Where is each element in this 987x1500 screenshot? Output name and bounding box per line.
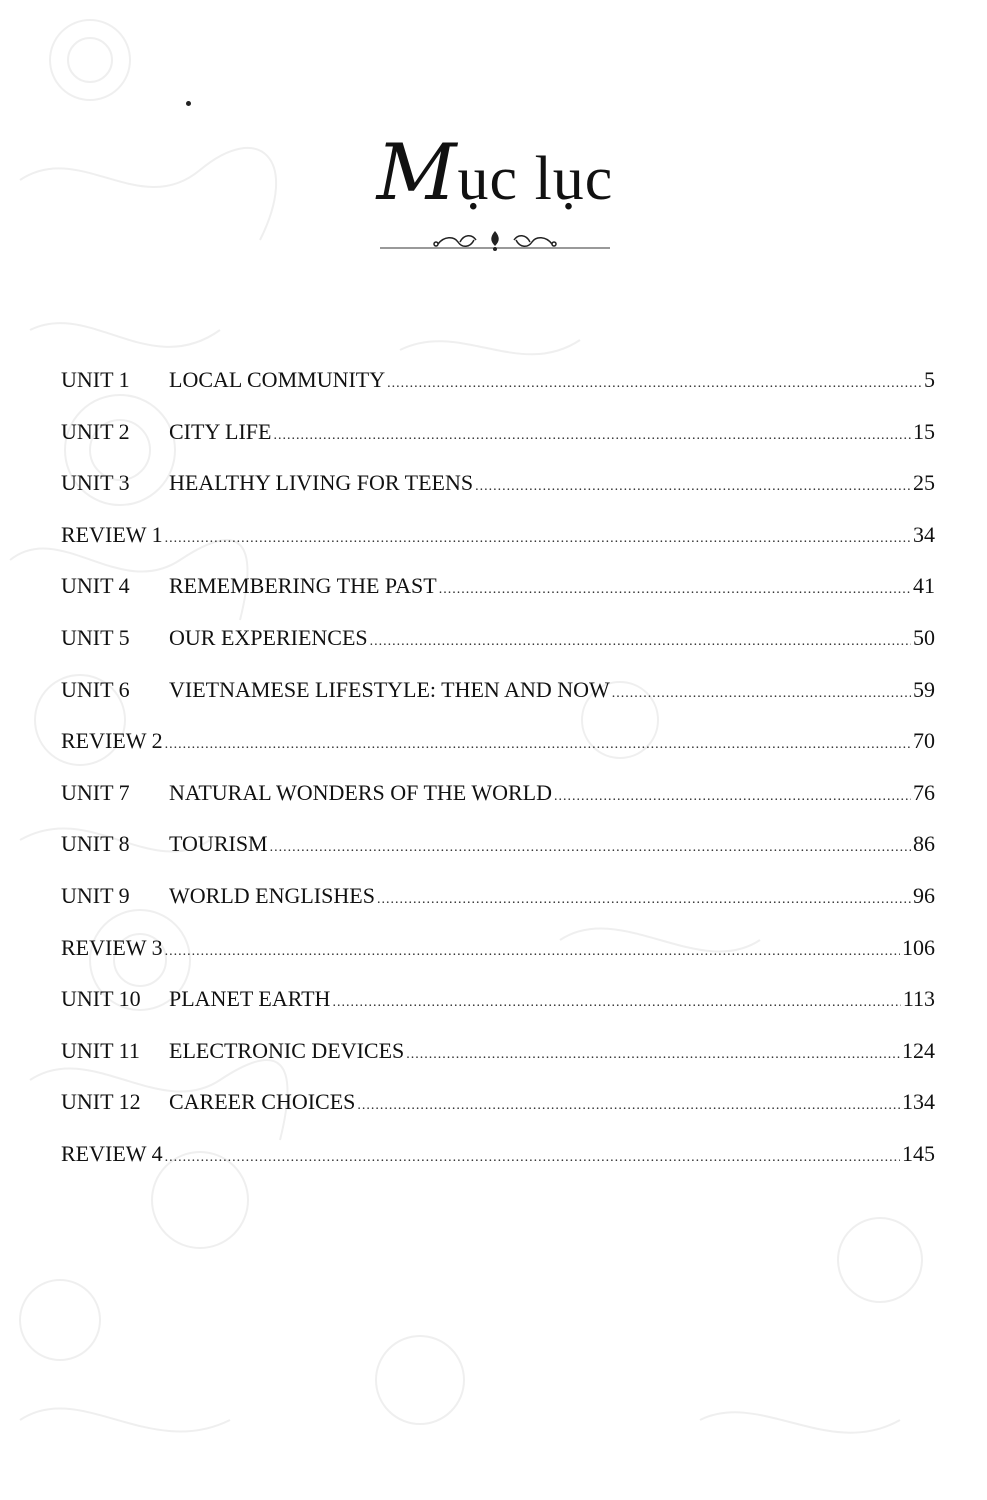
speck-dot <box>186 101 191 106</box>
toc-unit-label: UNIT 9 <box>61 882 130 908</box>
toc-entry[interactable] <box>61 360 935 412</box>
toc-unit-label: UNIT 1 <box>61 367 130 392</box>
toc-leader-dots <box>332 983 900 1023</box>
toc-unit-label: UNIT 8 <box>61 831 130 857</box>
toc-title: REMEMBERING THE PAST <box>169 573 437 599</box>
toc-title: HEALTHY LIVING FOR TEENS <box>169 470 474 496</box>
toc-page-number: 106 <box>902 934 935 960</box>
toc-review-label: REVIEW 2 <box>61 728 163 754</box>
toc-review-entry[interactable] <box>61 515 935 567</box>
toc-title: WORLD ENGLISHES <box>169 882 375 908</box>
toc-entry[interactable] <box>61 412 935 464</box>
toc-review-entry[interactable] <box>61 928 935 980</box>
toc-title: LOCAL COMMUNITY <box>169 367 386 392</box>
toc-page-number: 41 <box>913 573 935 599</box>
toc-leader-dots <box>165 932 900 972</box>
toc-page-number: 76 <box>913 779 935 805</box>
title-rest: ục lục <box>457 145 614 213</box>
toc-title: TOURISM <box>169 831 268 857</box>
toc-review-label: REVIEW 3 <box>61 934 163 960</box>
toc-page-number: 145 <box>902 1140 935 1166</box>
toc-review-label: REVIEW 4 <box>61 1140 163 1166</box>
toc-leader-dots <box>273 416 911 456</box>
toc-page-number: 113 <box>902 986 935 1012</box>
toc-page-number: 134 <box>902 1089 935 1115</box>
toc-unit-label: UNIT 12 <box>61 1089 141 1115</box>
title-initial: M <box>376 128 458 218</box>
toc-entry[interactable] <box>61 670 935 722</box>
toc-unit-label: UNIT 6 <box>61 676 130 702</box>
toc-leader-dots <box>475 467 911 507</box>
toc-page-number: 15 <box>913 418 935 444</box>
toc-leader-dots <box>270 828 911 868</box>
toc-leader-dots <box>370 622 911 662</box>
toc-entry[interactable] <box>61 618 935 670</box>
toc-title: CAREER CHOICES <box>169 1089 356 1115</box>
toc-review-entry[interactable] <box>61 721 935 773</box>
toc-page-number: 25 <box>913 470 935 496</box>
toc-leader-dots <box>612 674 911 714</box>
heading-block <box>340 120 650 260</box>
toc-page-number: 50 <box>913 624 935 650</box>
toc-entry[interactable] <box>61 566 935 618</box>
toc-page-number: 86 <box>913 831 935 857</box>
toc-entry[interactable] <box>61 773 935 825</box>
toc-unit-label: UNIT 11 <box>61 1037 140 1063</box>
toc-leader-dots <box>165 725 911 765</box>
toc-title: NATURAL WONDERS OF THE WORLD <box>169 779 552 805</box>
toc-unit-label: UNIT 2 <box>61 418 130 444</box>
toc-entry[interactable] <box>61 824 935 876</box>
toc-leader-dots <box>357 1086 900 1126</box>
toc-unit-label: UNIT 10 <box>61 986 141 1012</box>
toc-title: VIETNAMESE LIFESTYLE: THEN AND NOW <box>169 676 610 702</box>
toc-page-number: 70 <box>913 728 935 754</box>
toc-leader-dots <box>554 777 911 817</box>
toc-title: PLANET EARTH <box>169 986 331 1012</box>
toc-title: OUR EXPERIENCES <box>169 624 368 650</box>
toc-title: ELECTRONIC DEVICES <box>169 1037 405 1063</box>
toc-page-number: 5 <box>924 367 935 392</box>
toc-title: CITY LIFE <box>169 418 272 444</box>
toc-leader-dots <box>439 570 911 610</box>
toc-page-number: 59 <box>913 676 935 702</box>
toc-page-number: 96 <box>913 882 935 908</box>
page-title <box>340 128 650 218</box>
toc-page-number: 124 <box>902 1037 935 1063</box>
toc-page-number: 34 <box>913 521 935 547</box>
toc-unit-label: UNIT 4 <box>61 573 130 599</box>
toc-entry[interactable] <box>61 1031 935 1083</box>
flourish-ornament-icon <box>380 228 610 258</box>
toc-leader-dots <box>387 364 922 404</box>
toc-unit-label: UNIT 7 <box>61 779 130 805</box>
toc-entry[interactable] <box>61 1082 935 1134</box>
table-of-contents <box>61 360 935 1186</box>
toc-leader-dots <box>406 1035 900 1075</box>
toc-entry[interactable] <box>61 463 935 515</box>
toc-leader-dots <box>377 880 911 920</box>
toc-leader-dots <box>165 1138 900 1178</box>
toc-review-entry[interactable] <box>61 1134 935 1186</box>
toc-unit-label: UNIT 3 <box>61 470 130 496</box>
toc-unit-label: UNIT 5 <box>61 624 130 650</box>
toc-entry[interactable] <box>61 979 935 1031</box>
toc-leader-dots <box>165 519 911 559</box>
toc-review-label: REVIEW 1 <box>61 521 163 547</box>
toc-entry[interactable] <box>61 876 935 928</box>
